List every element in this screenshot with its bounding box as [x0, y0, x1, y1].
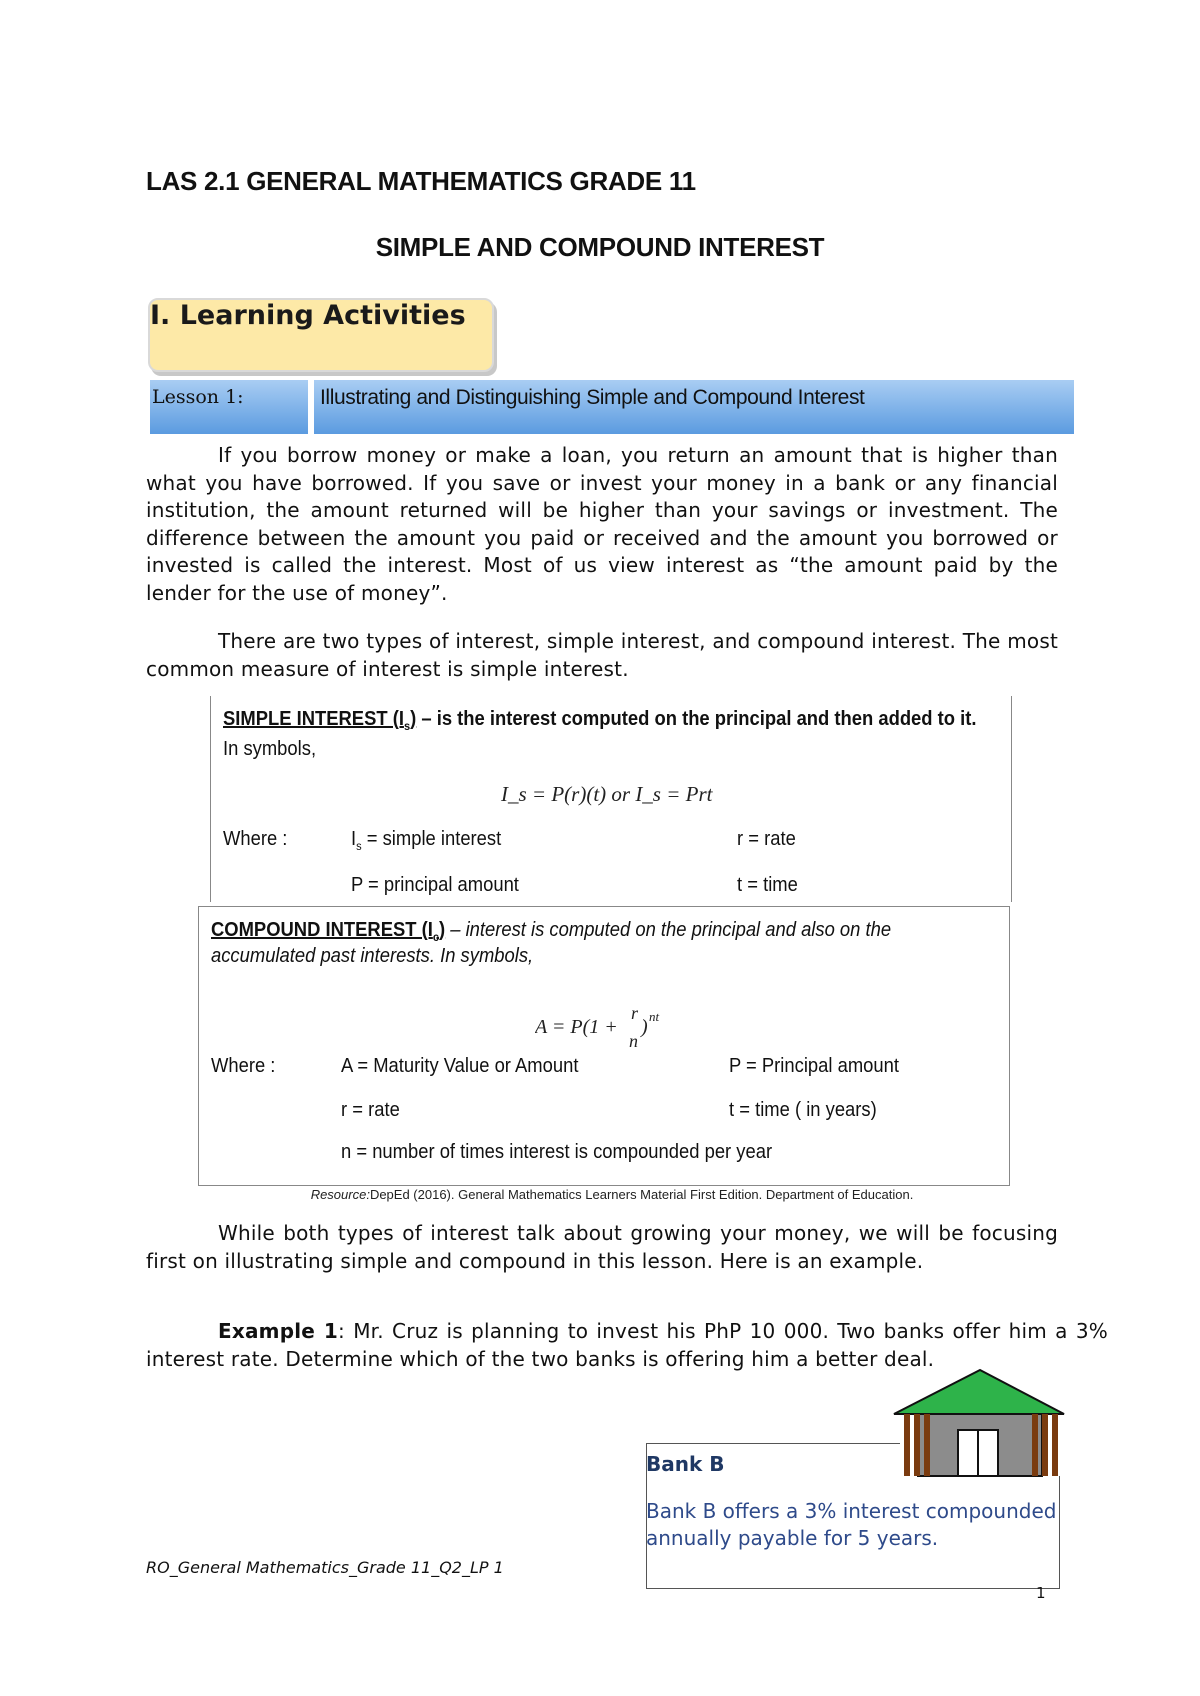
svg-text:r: r: [631, 1003, 639, 1023]
body-paragraph-3: While both types of interest talk about growing your money, we will be focusing first on illustrating simple and compound in this lesson. Here is an example.: [146, 1221, 1058, 1273]
simple-interest-symbols-label: In symbols,: [223, 738, 317, 760]
lesson-title-cell: [314, 380, 1074, 434]
compound-where-label: Where :: [211, 1055, 276, 1077]
document-subtitle: SIMPLE AND COMPOUND INTEREST: [375, 232, 825, 262]
compound-interest-formula: [535, 1001, 685, 1057]
compound-interest-box: [198, 906, 1010, 1186]
intro-paragraph-1: If you borrow money or make a loan, you return an amount that is higher than what you have borrowed. If you save or invest your money in a bank or any financial institution, the amount returned will be higher than your savings or investment. The difference between the amount you paid or received and the amount you borrowed or invested is called the interest. Most of us view interest as “the amount paid by the lender for the use of money”.: [146, 443, 1058, 605]
compound-var-r: r = rate: [341, 1099, 400, 1121]
simple-where-label: Where :: [223, 828, 288, 850]
svg-text:nt: nt: [649, 1009, 660, 1024]
simple-var-p: P = principal amount: [351, 874, 519, 896]
bank-b-title: Bank B: [646, 1452, 725, 1476]
resource-citation: Resource:DepEd (2016). General Mathematics Learners Material First Edition. Department of Education.: [310, 1187, 914, 1202]
compound-var-p: P = Principal amount: [729, 1055, 899, 1077]
simple-var-r: r = rate: [737, 828, 796, 850]
section-heading: I. Learning Activities: [150, 300, 466, 331]
simple-interest-definition: SIMPLE INTEREST $(I_s)$ – is the interest computed on the principal and then added to it.: [223, 708, 977, 733]
lesson-number: Lesson 1:: [152, 386, 244, 408]
document-title: LAS 2.1 GENERAL MATHEMATICS GRADE 11: [146, 166, 696, 196]
bank-b-description: Bank B offers a 3% interest compounded annually payable for 5 years.: [646, 1499, 1057, 1550]
example-label: Example 1: [218, 1319, 339, 1343]
compound-var-t: t = time ( in years): [729, 1099, 877, 1121]
lesson-title: Illustrating and Distinguishing Simple and Compound Interest: [320, 386, 865, 409]
simple-var-t: t = time: [737, 874, 798, 896]
svg-text:): ): [641, 1016, 648, 1038]
intro-paragraph-2: There are two types of interest, simple interest, and compound interest. The most common measure of interest is simple interest.: [146, 629, 1058, 681]
svg-text:A = P(1 +: A = P(1 +: [535, 1016, 618, 1038]
example-paragraph: Example 1: Mr. Cruz is planning to invest his PhP 10 000. Two banks offer him a 3% interest rate. Determine which of the two banks is offering him a better deal.: [146, 1319, 1108, 1371]
compound-formula-graphic: [535, 1001, 685, 1051]
footer-code: RO_General Mathematics_Grade 11_Q2_LP 1: [146, 1558, 504, 1577]
simple-interest-formula: I_s = P(r)(t) or I_s = Prt: [501, 782, 713, 806]
svg-text:n: n: [629, 1031, 638, 1051]
lesson-number-cell: [150, 380, 308, 434]
simple-interest-box: [210, 696, 1012, 902]
compound-var-a: A = Maturity Value or Amount: [341, 1055, 579, 1077]
compound-interest-definition-2: accumulated past interests. In symbols,: [211, 945, 534, 967]
simple-var-is: $I_s$ = simple interest: [351, 828, 502, 853]
compound-interest-definition: COMPOUND INTEREST $(I_c)$ – interest is computed on the principal and also on the: [211, 919, 892, 944]
section-heading-box: [148, 298, 494, 372]
compound-var-n: n = number of times interest is compounded per year: [341, 1141, 773, 1163]
page-number: 1: [1036, 1584, 1046, 1602]
bank-building-icon: [892, 1368, 1068, 1480]
